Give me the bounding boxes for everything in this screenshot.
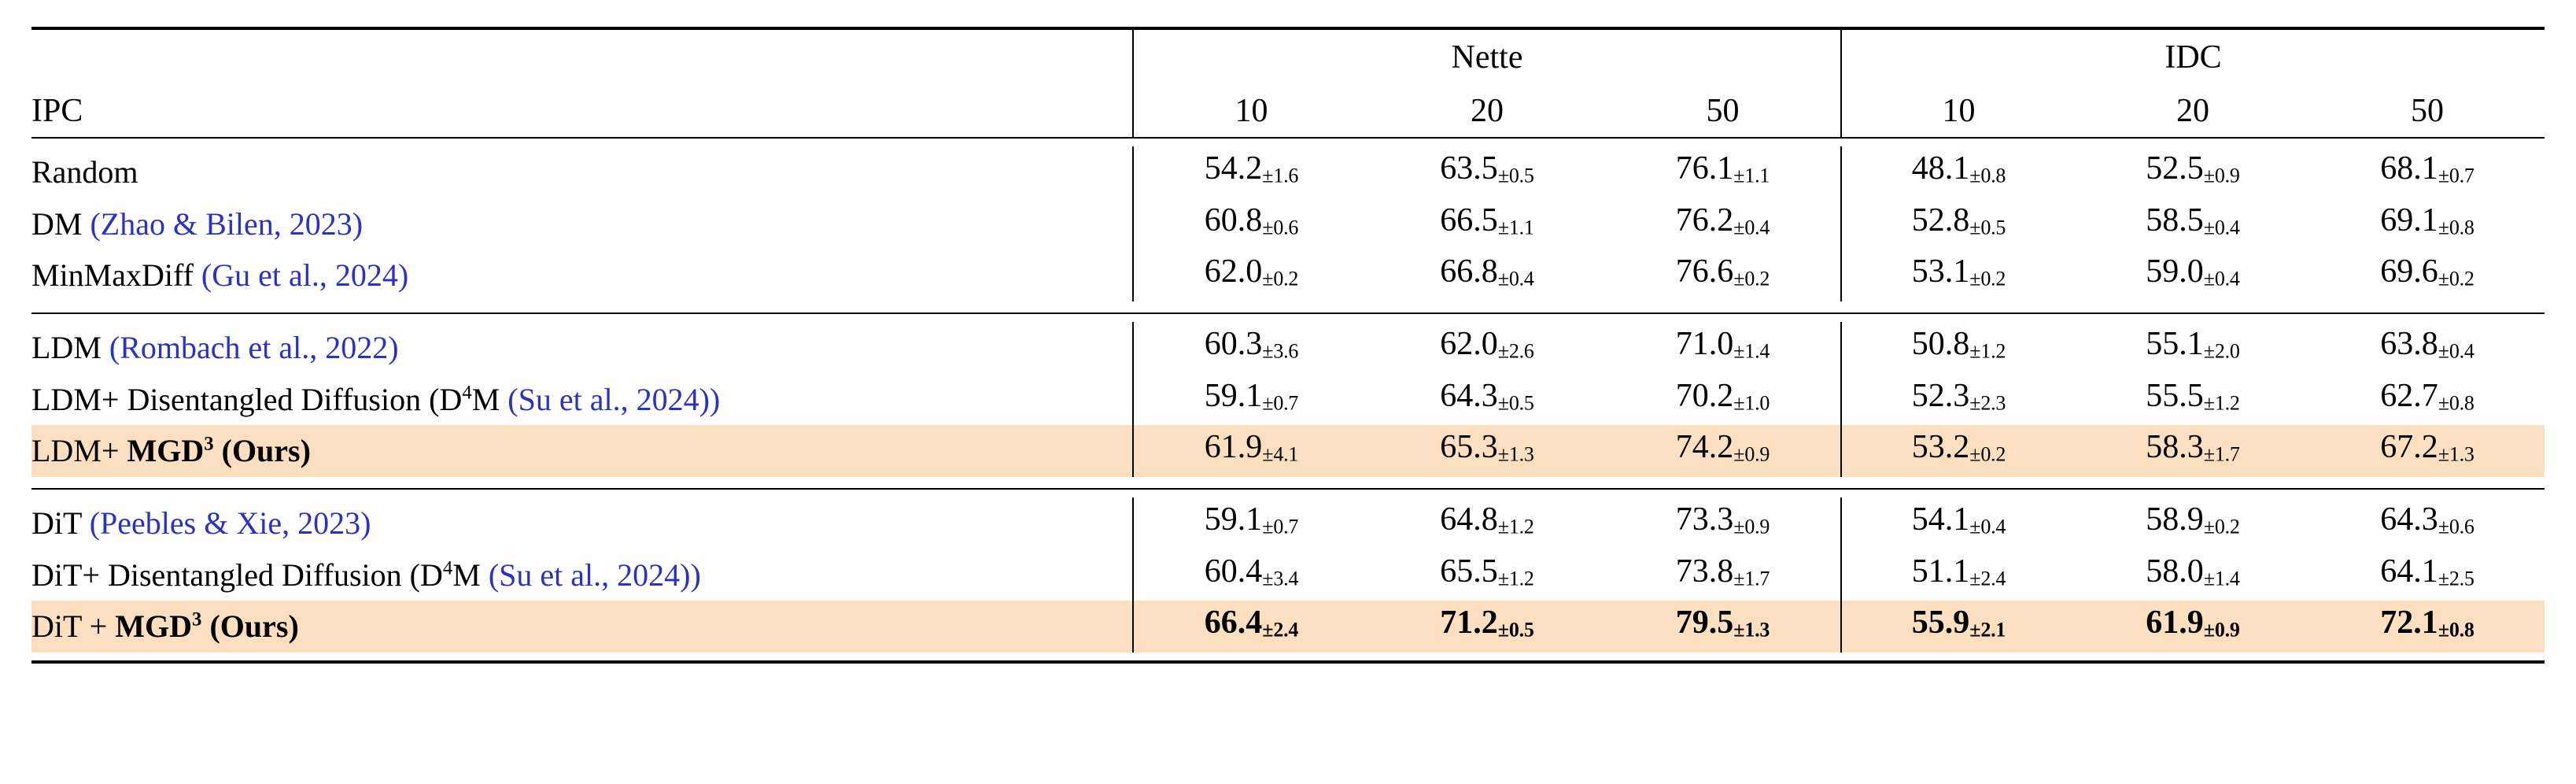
method-name [31,250,1133,301]
result-cell: 54.1±0.4 [1841,497,2076,549]
result-cell: 64.3±0.5 [1440,377,1534,415]
result-cell: 66.8±0.4 [1440,253,1534,291]
result-cell: 74.2±0.9 [1605,425,1841,477]
method-label: DiT + $MGD^3$ (Ours) [31,608,299,645]
result-cell: 60.4±3.4 [1133,549,1369,601]
citation-link[interactable]: (Zhao & Bilen, 2023) [90,205,364,242]
rule-bottom [31,662,2545,664]
result-cell: 73.8±1.7 [1675,553,1770,590]
method-label: MinMaxDiff [31,257,194,294]
result-cell: 55.5±1.2 [2146,377,2240,415]
group-header-row [31,30,2545,85]
method-name [31,549,1133,601]
spacer [31,139,2545,146]
spacer [31,653,2545,662]
spacer [31,314,2545,322]
result-cell: 62.0±0.2 [1133,250,1369,301]
method-label: DiT [31,505,82,541]
table-row-highlighted [31,601,2545,653]
ipc-col-nette-20: 20 [1471,93,1504,129]
result-cell: 54.2±1.6 [1133,146,1369,198]
method-label: DM [31,205,83,242]
result-cell: 55.1±2.0 [2146,326,2240,363]
table-row [31,374,2545,426]
citation-link[interactable]: (Su et al., 2024)) [507,381,721,417]
method-name [31,425,1133,477]
result-cell: 67.2±1.3 [2310,425,2545,477]
method-label: Random [31,153,138,190]
method-name [31,198,1133,250]
result-cell: 64.8±1.2 [1440,501,1534,538]
result-cell: 60.8±0.6 [1133,198,1369,250]
result-cell: 60.3±3.6 [1133,322,1369,374]
spacer [31,490,2545,497]
spacer [31,477,2545,489]
result-cell: 64.1±2.5 [2380,553,2475,590]
citation-link[interactable]: (Su et al., 2024)) [488,557,701,593]
method-name [31,322,1133,374]
citation-link[interactable]: (Rombach et al., 2022) [109,329,399,365]
ipc-col-nette-50: 50 [1706,93,1740,129]
citation-link[interactable]: (Peebles & Xie, 2023) [89,505,371,541]
result-cell: 58.9±0.2 [2146,501,2240,538]
result-cell: 64.3±0.6 [2380,501,2475,538]
group-header-nette: Nette [1133,30,1841,85]
table-row [31,549,2545,601]
result-cell: 76.2±0.4 [1675,202,1770,239]
method-label: $LDM+ MGD^3$ (Ours) [31,433,311,469]
table-row [31,250,2545,301]
citation-link[interactable]: (Gu et al., 2024) [201,257,409,294]
result-cell: 79.5±1.3 [1605,601,1841,653]
result-cell: 71.0±1.4 [1675,326,1770,363]
result-cell: 65.3±1.3 [1369,425,1605,477]
result-cell: 68.1±0.7 [2380,150,2475,187]
result-cell: 58.3±1.7 [2076,425,2310,477]
method-name [31,601,1133,653]
method-label: LDM+ Disentangled Diffusion ($D^4M$ [31,381,500,417]
spacer [31,301,2545,313]
result-cell: 53.1±0.2 [1841,250,2076,301]
method-label: DiT+ Disentangled Diffusion ($D^4M$ [31,557,481,593]
ipc-header-row [31,85,2545,138]
result-cell: 50.8±1.2 [1841,322,2076,374]
result-cell: 59.1±0.7 [1133,374,1369,426]
result-cell: 62.7±0.8 [2380,377,2475,415]
result-cell: 76.1±1.1 [1675,150,1770,187]
ipc-col-idc-20: 20 [2176,93,2209,129]
result-cell: 51.1±2.4 [1841,549,2076,601]
result-cell: 58.0±1.4 [2146,553,2240,590]
result-cell: 69.1±0.8 [2380,202,2475,239]
result-cell: 61.9±0.9 [2076,601,2310,653]
result-cell: 70.2±1.0 [1675,377,1770,415]
results-table [31,27,2545,664]
group-header-idc: IDC [1841,30,2545,85]
result-cell: 52.8±0.5 [1841,198,2076,250]
table-row-highlighted [31,425,2545,477]
ipc-col-idc-10: 10 [1841,85,2076,138]
result-cell: 66.4±2.4 [1133,601,1369,653]
ipc-label: IPC [31,93,83,129]
result-cell: 59.1±0.7 [1133,497,1369,549]
result-cell: 62.0±2.6 [1440,326,1534,363]
result-cell: 52.3±2.3 [1841,374,2076,426]
result-cell: 61.9±4.1 [1133,425,1369,477]
result-cell: 73.3±0.9 [1675,501,1770,538]
result-cell: 63.5±0.5 [1440,150,1534,187]
group-header-empty [31,30,1133,85]
table-row [31,146,2545,198]
result-cell: 72.1±0.8 [2310,601,2545,653]
result-cell: 65.5±1.2 [1440,553,1534,590]
result-cell: 48.1±0.8 [1841,146,2076,198]
result-cell: 59.0±0.4 [2146,253,2240,291]
ipc-col-nette-10: 10 [1133,85,1369,138]
table-row [31,497,2545,549]
result-cell: 69.6±0.2 [2380,253,2475,291]
result-cell: 66.5±1.1 [1440,202,1534,239]
result-cell: 58.5±0.4 [2146,202,2240,239]
result-cell: 53.2±0.2 [1841,425,2076,477]
result-cell: 76.6±0.2 [1675,253,1770,291]
method-label: LDM [31,329,101,365]
result-cell: 55.9±2.1 [1841,601,2076,653]
method-name [31,146,1133,198]
method-name [31,497,1133,549]
result-cell: 63.8±0.4 [2380,326,2475,363]
result-cell: 71.2±0.5 [1369,601,1605,653]
ipc-col-idc-50: 50 [2411,93,2444,129]
table-row [31,322,2545,374]
method-name [31,374,1133,426]
table-row [31,198,2545,250]
result-cell: 52.5±0.9 [2146,150,2240,187]
